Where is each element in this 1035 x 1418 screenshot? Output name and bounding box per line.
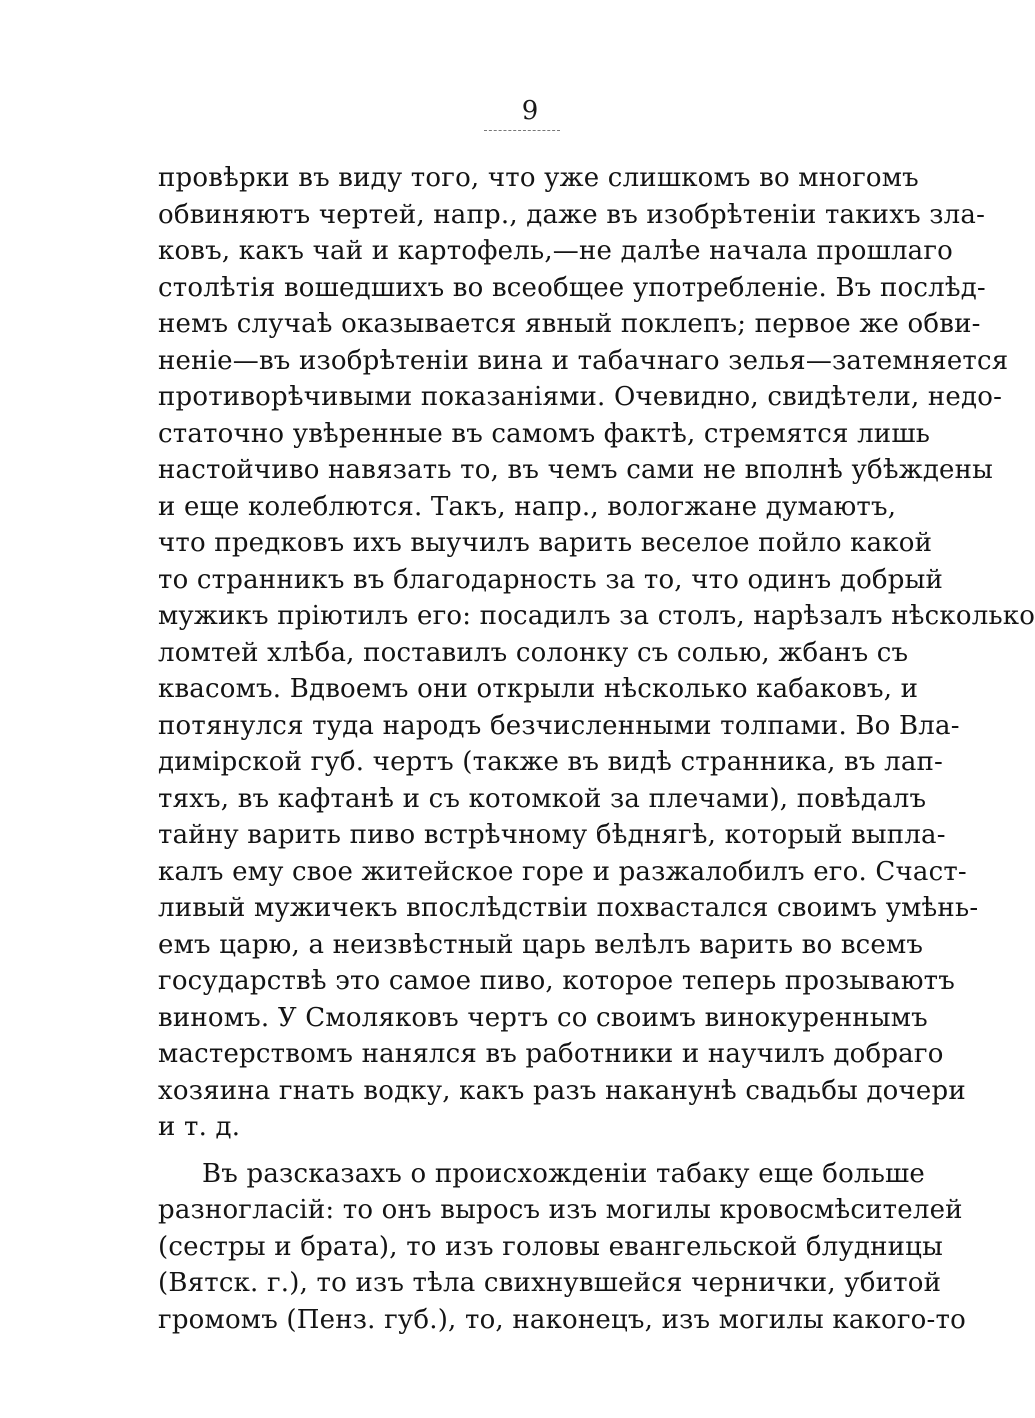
text-line: ломтей хлѣба, поставилъ солонку съ солью, жбанъ съ (158, 637, 909, 668)
text-line: то странникъ въ благодарность за то, что одинъ добрый (158, 564, 944, 595)
paragraph (158, 160, 1035, 1146)
text-line: немъ случаѣ оказывается явный поклепъ; первое же обви- (158, 309, 981, 339)
text-line: обвиняютъ чертей, напр., даже въ изобрѣтеніи такихъ зла- (158, 199, 986, 230)
text-line: тайну варить пиво встрѣчному бѣднягѣ, который выпла- (158, 820, 946, 850)
text-line: государствѣ это самое пиво, которое теперь прозываютъ (158, 966, 955, 996)
text-line: настойчиво навязать то, въ чемъ сами не вполнѣ убѣждены (158, 455, 994, 485)
text-line: (сестры и брата), то изъ головы евангельской блудницы (158, 1231, 943, 1262)
text-line: громомъ (Пенз. губ.), то, наконецъ, изъ могилы какого-то (158, 1304, 966, 1335)
text-line: что предковъ ихъ выучилъ варить веселое пойло какой (158, 528, 933, 558)
text-line: емъ царю, а неизвѣстный царь велѣлъ варить во всемъ (158, 929, 924, 960)
text-line: ливый мужичекъ впослѣдствіи похвастался своимъ умѣнь- (158, 893, 979, 923)
text-line: Въ разсказахъ о происхожденіи табаку еще больше (202, 1158, 926, 1189)
text-line: неніе—въ изобрѣтеніи вина и табачнаго зелья—затемняется (158, 345, 1009, 376)
text-line: разногласій: то онъ выросъ изъ могилы кровосмѣсителей (158, 1195, 963, 1225)
text-line: хозяина гнать водку, какъ разъ наканунѣ свадьбы дочери (158, 1075, 966, 1106)
text-line: мужикъ пріютилъ его: посадилъ за столъ, нарѣзалъ нѣсколько (158, 601, 1035, 631)
paragraph-gap (158, 1146, 882, 1156)
text-line: и еще колеблются. Такъ, напр., вологжане думаютъ, (158, 491, 897, 522)
page-number-rule (484, 130, 560, 131)
text-line: статочно увѣренные въ самомъ фактѣ, стремятся лишь (158, 418, 931, 449)
text-line: ковъ, какъ чай и картофель,—не далѣе начала прошлаго (158, 236, 954, 266)
page-number: 9 (521, 96, 539, 126)
text-line: потянулся туда народъ безчисленными толпами. Во Вла- (158, 710, 960, 741)
paragraph (158, 1156, 966, 1339)
text-line: калъ ему свое житейское горе и разжалобилъ его. Счаст- (158, 856, 967, 887)
text-line: (Вятск. г.), то изъ тѣла свихнувшейся чернички, убитой (158, 1268, 942, 1298)
text-line: квасомъ. Вдвоемъ они открыли нѣсколько кабаковъ, и (158, 674, 919, 704)
text-line: тяхъ, въ кафтанѣ и съ котомкой за плечами), повѣдалъ (158, 783, 927, 814)
text-line: и т. д. (158, 1112, 241, 1142)
text-line: противорѣчивыми показаніями. Очевидно, свидѣтели, недо- (158, 382, 1003, 412)
text-line: димірской губ. чертъ (также въ видѣ странника, въ лап- (158, 747, 944, 777)
text-line: столѣтія вошедшихъ во всеобщее употребленіе. Въ послѣд- (158, 272, 986, 303)
text-line: провѣрки въ виду того, что уже слишкомъ во многомъ (158, 163, 919, 193)
text-line: мастерствомъ нанялся въ работники и научилъ добраго (158, 1039, 944, 1069)
body-text (158, 160, 1035, 1338)
text-line: виномъ. У Смоляковъ чертъ со своимъ винокуреннымъ (158, 1002, 928, 1033)
